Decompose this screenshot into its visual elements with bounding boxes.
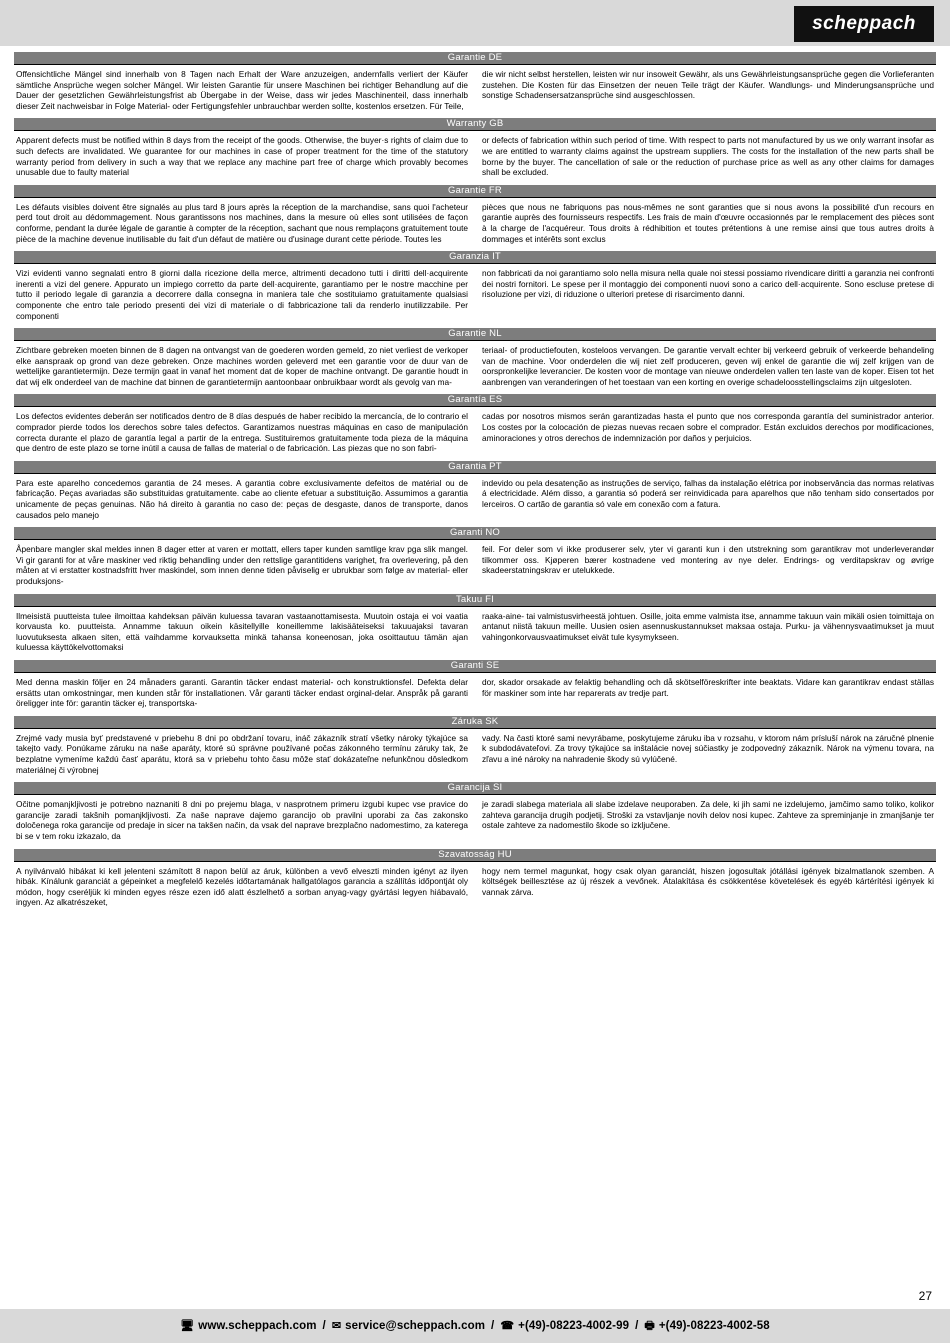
warranty-section-it <box>14 251 936 326</box>
page-header <box>0 0 950 46</box>
warranty-section-se <box>14 660 936 714</box>
footer-separator-2: / <box>491 1320 495 1332</box>
section-column-right: raaka-aine- tai valmistusvirheestä johtuen. Osille, joita emme valmista itse, annamme takuun vain mikäli osien toimittaja on antanut niistä takuun meille. Uusien osien asennuskustannukset maksaa ostaja. Purku- ja vähennysvaatimukset ja muut vahingonkorvausvaatimukset eivät tule kysymykseen. <box>482 610 934 642</box>
section-columns <box>14 341 936 392</box>
section-band: Garantie NL <box>14 328 936 340</box>
section-column-right: indevido ou pela desatenção as instruções de serviço, falhas da instalação elétrica por inobservância das normas relativas á electricidade. Além disso, a garantia só poderá ser reinvidicada para aparelhos que não tenham sido consertados por lerceiros. O cartão de garantia só vale em conexão com a fatura. <box>482 477 934 510</box>
section-band: Garanti SE <box>14 660 936 672</box>
warranty-section-de <box>14 52 936 116</box>
section-band: Garanzia IT <box>14 251 936 263</box>
section-column-right: dor, skador orsakade av felaktig behandling och då skötselföreskrifter inte beaktats. Vidare kan garantikrav endast ställas för maskiner som inte har reparerats av tredje part. <box>482 676 934 698</box>
section-columns <box>14 729 936 780</box>
footer-separator-1: / <box>322 1320 326 1332</box>
section-band: Garantia PT <box>14 461 936 473</box>
section-column-right: cadas por nosotros mismos serán garantizadas hasta el punto que nos corresponda garantía del suministrador anterior. Los costes por la colocación de piezas nuevas recaen sobre el comprador. Están excluidos derechos por modificaciones, aminoraciones y otros derechos de indemnización por daños y perjuicios. <box>482 411 934 443</box>
section-column-left: Zichtbare gebreken moeten binnen de 8 dagen na ontvangst van de goederen worden gemeld, zo niet verliest de verkoper elke aanspraak op grond van deze gebreken. Onze machines worden geleverd met een garantie voor de duur van de wettelijke garantietermijn. Deze termijn gaat in vanaf het moment dat de koper de machine ontvangt. De garantie houdt in dat wij elk onderdeel van de machine dat binnen de garantietermijn aantoonbaar onbruikbaar wordt als gevolg van ma- <box>16 345 468 387</box>
section-column-right: je zaradi slabega materiala ali slabe izdelave neuporaben. Za dele, ki jih sami ne izdelujemo, jamčimo samo toliko, kolikor zahteva garancija drugih podjetij. Stroški za vstavljanje novih delov nosi kupec. Zahteve za spreminjanje in zmanjšanje ter ostale zahteve za nadomestilo škode so izključene. <box>482 799 934 831</box>
section-column-left: Zrejmé vady musia byť predstavené v priebehu 8 dni po obdržaní tovaru, ináč zákazník stratí všetky nároky týkajúce sa takejto vady. Ponúkame záruku na naše aparáty, ktoré sú správne používané počas zákonného termínu záruky tak, že bezplatne vymeníme každú časť aparátu, ktorá sa v priebehu tohto času môže stať dokázateľne nefunkčnou dôsledkom materiálnej či výrobnej <box>16 732 468 775</box>
section-column-left: Les défauts visibles doivent être signalés au plus tard 8 jours après la réception de la marchandise, sans quoi l'acheteur perd tout droit au dédommagement. Nous garantissons nos machines, dans la mesure où elles sont utilisées de façon conforme, pendant la durée légale de garantie à compter de la réception, sachant que nous remplaçons gratuitement toute pièce de la machine devenue inutilisable du fait d'un défaut de matière ou d'usinage durant cette période. Toutes les <box>16 201 468 244</box>
section-band: Garanti NO <box>14 527 936 539</box>
section-column-left: A nyilvánvaló hibákat ki kell jelenteni számított 8 napon belül az áruk, különben a vevő elveszti minden igényt az ilyen hibák. Kínálunk garanciát a gépeinket a megfelelő kezelés időtartamának hallgatólagos garancia a szállítás időpontját oly módon, hogy cseréljük ki minden egyes része ezen idő alatt észlelhető a sorban anyag-vagy gyártási legyen hiábavaló, ingyen. Az alkatrészeket, <box>16 865 468 908</box>
section-band: Záruka SK <box>14 716 936 728</box>
footer-contact-bar <box>180 1320 770 1332</box>
section-band: Garantía ES <box>14 394 936 406</box>
section-column-right: hogy nem termel magunkat, hogy csak olyan garanciát, hiszen jogosultak jótállási igények bizalmatlanok szemben. A költségek beillesztése az új részek a vevőnek. Átalakítása és csökkentése követelések és egyéb kártérítési igények ki vannak zárva. <box>482 865 934 897</box>
section-column-left: Ilmeisistä puutteista tulee ilmoittaa kahdeksan päivän kuluessa tavaran vastaanottamisesta. Muutoin ostaja ei voi vaatia korvausta ko. puutteista. Annamme takuun oikein käsitellyille koneillemme lakisääteiseksi takuuajaksi tavaran luovutuksesta alkaen siten, että vaihdamme korvauksetta minkä tahansa koneenosan, joka osoittautuu tämän ajan kuluessa käyttökelvottomaksi <box>16 610 468 653</box>
section-column-right: teriaal- of productiefouten, kosteloos vervangen. De garantie vervalt echter bij verkeerd gebruik of verkeerde behandeling van de machine. Voor onderdelen die wij niet zelf produceren, geven wij enkel de garantie die wij zelf krijgen van de oorspronkelijke leverancier. De kosten voor de montage van nieuwe onderdelen vallen ten laste van de koper. Eisen tot het aanbrengen van veranderingen of het toestaan van een korting en overige schadeloosstellingsclaims zijn uitgesloten. <box>482 345 934 387</box>
section-band: Takuu FI <box>14 594 936 606</box>
footer-website[interactable]: www.scheppach.com <box>198 1320 317 1332</box>
section-column-right: die wir nicht selbst herstellen, leisten wir nur insoweit Gewähr, als uns Gewährleistungsansprüche gegen die Vorlieferanten zustehen. Die Kosten für das Einsetzen der neuen Teile trägt der Käufer. Wandlungs- und Minderungsansprüche und sonstige Schadensersatzansprüche sind ausgeschlossen. <box>482 69 934 101</box>
section-column-left: Para este aparelho concedemos garantia de 24 meses. A garantia cobre exclusivamente defeitos de matérial ou de fabricação. Peças avariadas são substituidas gratuitamente. cabe ao cliente efetuar a substituição. Assumimos a garantia unicamente de peças genuinas. Não há direito à garantia no caso de: peças de desgaste, danos de transporte, danos causados pelo manejo <box>16 477 468 520</box>
warranty-section-gb <box>14 118 936 182</box>
page-number: 27 <box>918 1289 932 1303</box>
section-column-left: Apparent defects must be notified within 8 days from the receipt of the goods. Otherwise, the buyer·s rights of claim due to such defects are invalidated. We guarantee for our machines in case of proper treatment for the time of the statutory warranty period from delivery in such a way that we replace any machine part free of charge which provably becomes unusable due to faulty material <box>16 135 468 178</box>
phone-icon: ☎ <box>500 1319 515 1332</box>
section-columns <box>14 131 936 182</box>
section-column-left: Los defectos evidentes deberán ser notificados dentro de 8 días después de haber recibido la mercancía, de lo contrario el comprador pierde todos los derechos sobre tales defectos. Garantizamos nuestras máquinas en caso de manipulación correcta durante el plazo de garantía legal a partir de la entrega. Sustituiremos gratuitamente toda pieza de la máquina que dentro de este plazo se torne inútil a causa de fallas de material o de fabricación. Las piezas que no son fabri- <box>16 411 468 454</box>
globe-icon: 🖥 <box>180 1319 195 1332</box>
warranty-section-es <box>14 394 936 458</box>
section-band: Szavatosság HU <box>14 849 936 861</box>
section-column-right: pièces que nous ne fabriquons pas nous-mêmes ne sont garanties que si nous avons la possibilité d'un recours en garantie auprès des fournisseurs respectifs. Les frais de main d'œuvre occasionnés par le remplacement des pièces sont à la charge de l'acquéreur. Tous droits à rédhibition et toutes prétentions à une remise ainsi que tous autres droits à dommages et intérêts sont exclus <box>482 201 934 244</box>
section-columns <box>14 673 936 714</box>
warranty-section-fi <box>14 594 936 658</box>
section-column-left: Očitne pomanjkljivosti je potrebno naznaniti 8 dni po prejemu blaga, v nasprotnem primeru izgubi kupec vse pravice do garancije zaradi takšnih pomanjkljivosti. Za naše naprave dajemo garancijo ob pravilni uporabi za čas zakonsko določenega roka garancije od predaje in sicer na takšen način, da vsak del naprave brezplačno nadomestimo, za katerega bi se v tem roku izkazalo, da <box>16 799 468 841</box>
section-columns <box>14 407 936 458</box>
section-column-right: or defects of fabrication within such period of time. With respect to parts not manufactured by us we only warrant insofar as we are entitled to warranty claims against the upstream suppliers. The costs for the installation of the new parts shall be borne by the buyer. The cancellation of sale or the reduction of purchase price as well as any other claims for damages shall be excluded. <box>482 135 934 178</box>
section-columns <box>14 607 936 658</box>
section-column-right: vady. Na časti ktoré sami nevyrábame, poskytujeme záruku iba v rozsahu, v ktorom nám prísluší nárok na záručné plnenie k subdodávateľovi. Za trovy týkajúce sa inštalácie novej súčiastky je zodpovedný zákazník. Nárok na výmenu tovara, na zľavu a iné nároky na nahradenie škody sú vylúčené. <box>482 732 934 764</box>
brand-logo-text: scheppach <box>812 13 916 34</box>
footer-separator-3: / <box>635 1320 639 1332</box>
footer-email[interactable]: service@scheppach.com <box>345 1320 486 1332</box>
footer-phone: +(49)-08223-4002-99 <box>518 1320 630 1332</box>
brand-logo <box>794 6 934 42</box>
section-column-left: Med denna maskin följer en 24 månaders garanti. Garantin täcker endast material- och konstruktionsfel. Defekta delar ersätts utan omkostningar, men kunden står för installationen. Vår garanti täcker endast orginal-delar. Anspråk på garanti öreligger inte för: garantin täcker ej, transportska- <box>16 676 468 709</box>
section-column-right: feil. For deler som vi ikke produserer selv, yter vi garanti kun i den utstrekning som garantikrav mot underleverandør tilkommer oss. Kjøperen bærer kostnadene ved montering av nye deler. Endrings- og verditapskrav og øvrige skadeerstatningskrav er utelukkede. <box>482 544 934 576</box>
section-columns <box>14 474 936 525</box>
section-band: Warranty GB <box>14 118 936 130</box>
section-column-right: non fabbricati da noi garantiamo solo nella misura nella quale noi stessi possiamo rivendicare diritti a garanzia nei confronti dei nostri fornitori. Le spese per il montaggio dei componenti nuovi sono a carico dell·acquirente. Sono escluse pretese di risoluzione per vizi, di riduzione o ulteriori pretese di risarcimento danni. <box>482 268 934 300</box>
warranty-section-nl <box>14 328 936 392</box>
warranty-section-si <box>14 782 936 846</box>
section-band: Garantie FR <box>14 185 936 197</box>
warranty-section-hu <box>14 849 936 913</box>
warranty-sections <box>0 46 950 1309</box>
fax-icon: 🖶 <box>644 1319 655 1332</box>
section-columns <box>14 540 936 591</box>
section-band: Garancija SI <box>14 782 936 794</box>
page-footer <box>0 1309 950 1343</box>
section-columns <box>14 65 936 116</box>
section-columns <box>14 264 936 326</box>
section-column-left: Åpenbare mangler skal meldes innen 8 dager etter at varen er mottatt, ellers taper kunden samtlige krav pga slik mangel. Vi gir garanti for at våre maskiner ved riktig behandling under den rettslige garantitidens varighet, fra overlevering, på den måten at vi erstatter kostnadsfritt hver maskindel, som innen denne tiden påviselig er ubrukbar som følge av material- eller produksjons- <box>16 544 468 586</box>
section-column-left: Vizi evidenti vanno segnalati entro 8 giorni dalla ricezione della merce, altrimenti decadono tutti i diritti dell·acquirente inerenti a vizi del genere. Appurato un impiego corretto da parte dell·acquirente, garantiamo per le nostre macchine per tutto il periodo legale di garanzia a decorrere dalla consegna in maniera tale che sostituiamo gratuitamente qualsiasi componente che entro tale periodo presenti dei vizi di materiale o di fabbricazione tali da renderlo inutilizzabile. Per componenti <box>16 268 468 321</box>
mail-icon: ✉ <box>331 1319 342 1332</box>
warranty-section-no <box>14 527 936 591</box>
warranty-section-pt <box>14 461 936 525</box>
section-columns <box>14 862 936 913</box>
warranty-section-sk <box>14 716 936 780</box>
warranty-section-fr <box>14 185 936 249</box>
section-band: Garantie DE <box>14 52 936 64</box>
section-column-left: Offensichtliche Mängel sind innerhalb von 8 Tagen nach Erhalt der Ware anzuzeigen, andernfalls verliert der Käufer sämtliche Ansprüche wegen solcher Mängel. Wir leisten Garantie für unsere Maschinen bei richtiger Behandlung auf die Dauer der gesetzlichen Gewährleistungsfrist ab Übergabe in der Weise, dass wir jedes Maschinenteil, dass innerhalb dieser Zeit nachweisbar in Folge Material- oder Fertigungsfehler unbrauchbar werden sollte, kostenlos ersetzen. Für Teile, <box>16 69 468 111</box>
section-columns <box>14 795 936 846</box>
footer-fax: +(49)-08223-4002-58 <box>658 1320 770 1332</box>
section-columns <box>14 198 936 249</box>
